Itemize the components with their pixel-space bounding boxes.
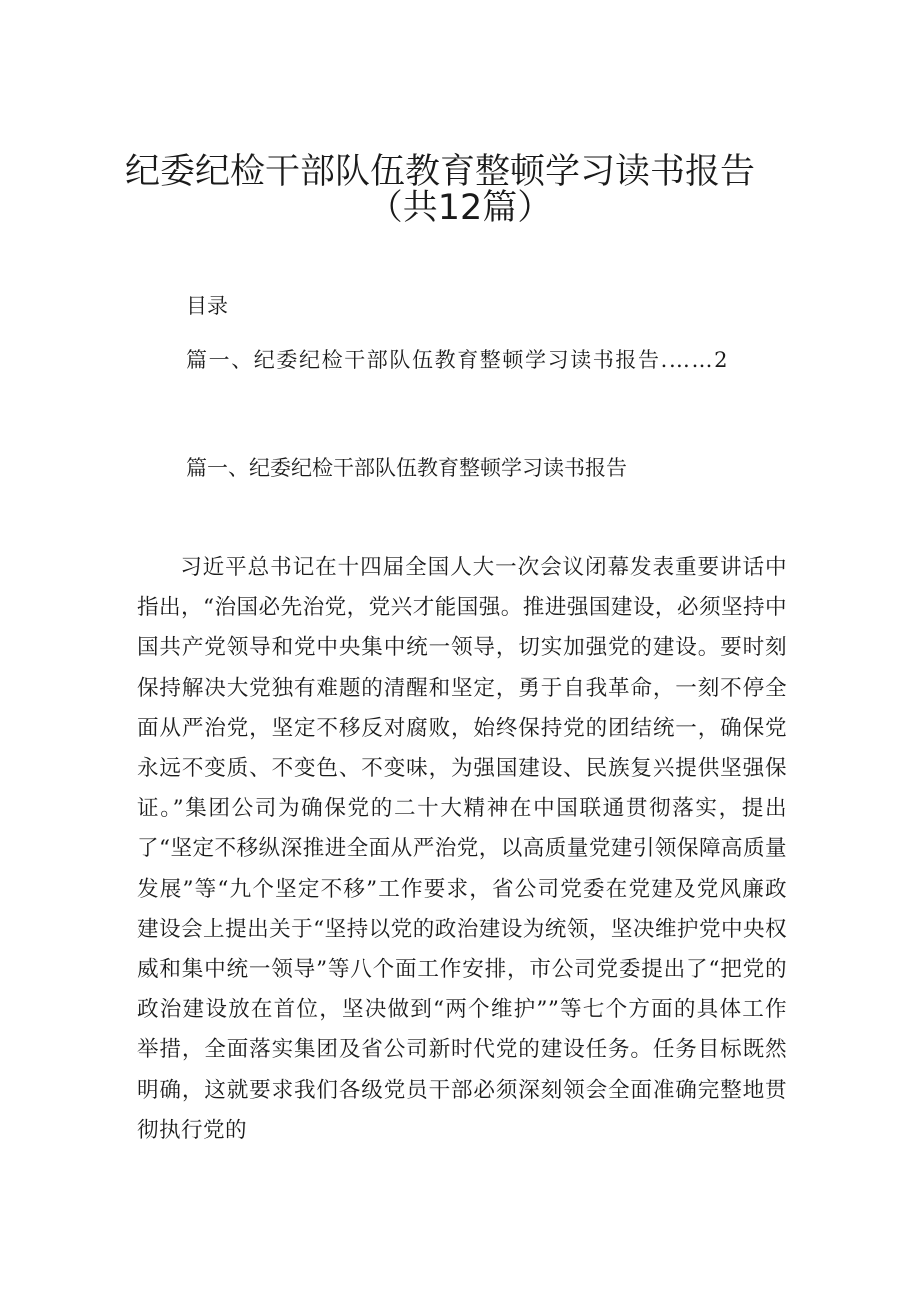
toc-entry: 篇一、纪委纪检干部队伍教育整顿学习读书报告.……2 <box>186 348 730 372</box>
document-title-count: （共12篇） <box>367 188 553 228</box>
body-paragraph: 习近平总书记在十四届全国人大一次会议闭幕发表重要讲话中指出，“治国必先治党，党兴才能国强。推进强国建设，必须坚持中国共产党领导和党中央集中统一领导，切实加强党的建设。要时刻保持解决大党独有难题的清醒和坚定，勇于自我革命，一刻不停全面从严治党，坚定不移反对腐败，始终保持党的团结统一，确保党永远不变质、不变色、不变味，为强国建设、民族复兴提供坚强保证。”集团公司为确保党的二十大精神在中国联通贯彻落实，提出了“坚定不移纵深推进全面从严治党，以高质量党建引领保障高质量发展”等“九个坚定不移”工作要求，省公司党委在党建及党风廉政建设会上提出关于“坚持以党的政治建设为统领，坚决维护党中央权威和集中统一领导”等八个面工作安排，市公司党委提出了“把党的政治建设放在首位，坚决做到“两个维护””等七个方面的具体工作举措，全面落实集团及省公司新时代党的建设任务。任务目标既然明确，这就要求我们各级党员干部必须深刻领会全面准确完整地贯彻执行党的 <box>137 555 787 1143</box>
section-heading: 篇一、纪委纪检干部队伍教育整顿学习读书报告 <box>186 456 627 480</box>
document-title: 纪委纪检干部队伍教育整顿学习读书报告 <box>124 152 755 192</box>
toc-heading: 目录 <box>186 294 228 318</box>
